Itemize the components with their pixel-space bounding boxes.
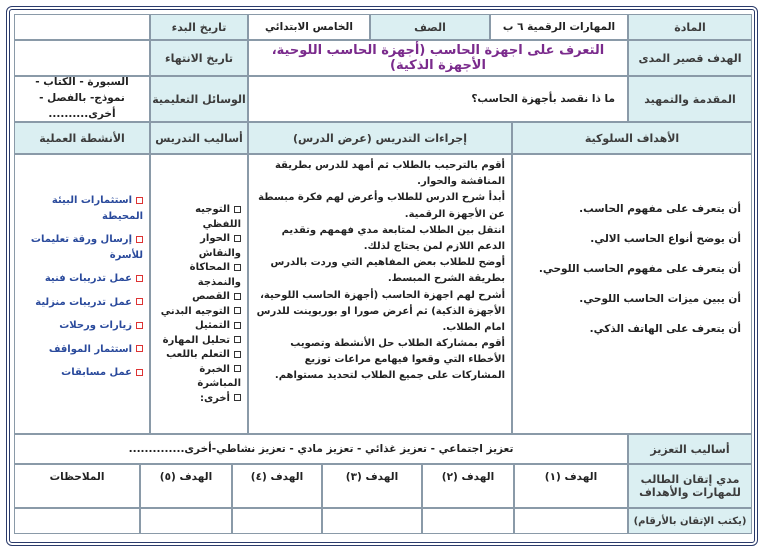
activities-list <box>14 154 150 434</box>
checkbox-icon[interactable] <box>136 298 143 305</box>
procedure-item: أقوم بمشاركة الطلاب حل الأنشطة وتصويب الأخطاء التي وقعوا فيهامع مراعات توزيع المشاركات على جميع الطلاب لتحديد مستواهم. <box>274 338 505 382</box>
mastery-input-5[interactable] <box>140 508 232 534</box>
short-goal-label: الهدف قصير المدى <box>628 40 752 76</box>
mastery-goal-5: الهدف (٥) <box>140 464 232 508</box>
notes-input[interactable] <box>14 508 140 534</box>
notes-label: الملاحظات <box>14 464 140 508</box>
subject-value: المهارات الرقمية ٦ ب <box>490 14 628 40</box>
activity-item[interactable]: استثمار المواقف <box>21 342 143 358</box>
checkbox-icon[interactable] <box>234 336 241 343</box>
objective-item: أن يتعرف على مفهوم الحاسب. <box>579 203 741 215</box>
mastery-input-4[interactable] <box>232 508 322 534</box>
procedure-item: انتقل بين الطلاب لمتابعة مدي فهمهم وتقديم الدعم اللازم لمن يحتاج لذلك. <box>281 224 505 252</box>
grade-label: الصف <box>370 14 490 40</box>
checkbox-icon[interactable] <box>234 351 241 358</box>
objectives-header: الأهداف السلوكية <box>512 122 752 154</box>
reinforcement-label: أساليب التعزيز <box>628 434 752 464</box>
mastery-input-1[interactable] <box>514 508 628 534</box>
method-item[interactable]: التوجيه البدني <box>157 305 241 320</box>
mastery-goal-4: الهدف (٤) <box>232 464 322 508</box>
aids-label: الوسائل التعليمية <box>150 76 248 122</box>
checkbox-icon[interactable] <box>136 275 143 282</box>
mastery-goal-3: الهدف (٣) <box>322 464 422 508</box>
method-item[interactable]: تحليل المهارة <box>157 334 241 349</box>
checkbox-icon[interactable] <box>234 206 241 213</box>
methods-header: أساليب التدريس <box>150 122 248 154</box>
objective-item: أن يتعرف على مفهوم الحاسب اللوحي. <box>538 263 741 275</box>
checkbox-icon[interactable] <box>234 307 241 314</box>
procedures-list <box>248 154 512 434</box>
procedure-item: أوضح للطلاب بعض المفاهيم التي وردت بالدرس بطريقة الشرح المبسط. <box>270 257 505 285</box>
mastery-goal-1: الهدف (١) <box>514 464 628 508</box>
method-item[interactable]: أخرى: <box>157 392 241 407</box>
checkbox-icon[interactable] <box>136 322 143 329</box>
objectives-list <box>512 154 752 434</box>
checkbox-icon[interactable] <box>234 264 241 271</box>
activity-item[interactable]: عمل مسابقات <box>21 365 143 381</box>
activity-item[interactable]: إرسال ورقة تعليمات للأسرة <box>30 234 143 261</box>
method-item[interactable]: التعلم باللعب <box>157 348 241 363</box>
checkbox-icon[interactable] <box>136 369 143 376</box>
mastery-goal-2: الهدف (٢) <box>422 464 514 508</box>
method-item[interactable]: الحوار والنقاش <box>198 233 241 259</box>
checkbox-icon[interactable] <box>136 236 143 243</box>
activity-item[interactable]: استثمارات البيئة المحيطة <box>51 195 143 222</box>
short-goal-value: التعرف على اجهزة الحاسب (أجهزة الحاسب اللوحية، الأجهزة الذكية) <box>248 40 628 76</box>
procedures-header: إجراءات التدريس (عرض الدرس) <box>248 122 512 154</box>
checkbox-icon[interactable] <box>234 293 241 300</box>
activities-header: الأنشطة العملية <box>14 122 150 154</box>
end-date-label: تاريخ الانتهاء <box>150 40 248 76</box>
aids-value: السبورة - الكتاب - نموذج- بالفصل - أخرى.......... <box>14 76 150 122</box>
activity-item[interactable]: عمل تدريبات فنية <box>21 271 143 287</box>
activity-item[interactable]: زيارات ورحلات <box>21 318 143 334</box>
start-date-value[interactable] <box>14 14 150 40</box>
procedure-item: أقوم بالترحيب بالطلاب ثم أمهد للدرس بطريقة المناقشة والحوار. <box>274 160 505 188</box>
procedure-item: أبدأ شرح الدرس للطلاب وأعرض لهم فكرة مبسطة عن الأجهزة الرقمية. <box>258 192 505 220</box>
grade-value: الخامس الابتدائي <box>248 14 370 40</box>
objective-item: أن يبين ميزات الحاسب اللوحي. <box>579 293 741 305</box>
checkbox-icon[interactable] <box>136 345 143 352</box>
end-date-value[interactable] <box>14 40 150 76</box>
activity-item[interactable]: عمل تدريبات منزلية <box>21 295 143 311</box>
reinforcement-value: تعزيز اجتماعي - تعزيز غذائي - تعزيز مادي - تعزيز نشاطي-أخرى.............. <box>14 434 628 464</box>
checkbox-icon[interactable] <box>234 235 241 242</box>
mastery-input-3[interactable] <box>322 508 422 534</box>
subject-label: المادة <box>628 14 752 40</box>
method-item[interactable]: التوجيه اللفظي <box>195 204 241 230</box>
checkbox-icon[interactable] <box>234 394 241 401</box>
checkbox-icon[interactable] <box>136 197 143 204</box>
mastery-label: مدي إتقان الطالب للمهارات والأهداف <box>628 464 752 508</box>
checkbox-icon[interactable] <box>234 365 241 372</box>
procedure-item: أشرح لهم اجهزة الحاسب (أجهزة الحاسب اللوحية، الأجهزة الذكية) ثم أعرض صورا او بوربوينت للدرس امام الطلاب. <box>256 289 505 333</box>
objective-item: أن يتعرف على الهاتف الذكي. <box>589 323 741 335</box>
objective-item: أن يوضح أنواع الحاسب الالي. <box>590 233 741 245</box>
mastery-note: (يكتب الإتقان بالأرقام) <box>628 508 752 534</box>
start-date-label: تاريخ البدء <box>150 14 248 40</box>
methods-list <box>150 154 248 434</box>
method-item[interactable]: الخبرة المباشرة <box>197 363 241 389</box>
method-item[interactable]: التمثيل <box>157 319 241 334</box>
mastery-input-2[interactable] <box>422 508 514 534</box>
checkbox-icon[interactable] <box>234 322 241 329</box>
method-item[interactable]: المحاكاة والنمذجة <box>189 262 241 288</box>
intro-value: ما ذا نقصد بأجهزة الحاسب؟ <box>248 76 628 122</box>
intro-label: المقدمة والتمهيد <box>628 76 752 122</box>
method-item[interactable]: القصص <box>157 290 241 305</box>
